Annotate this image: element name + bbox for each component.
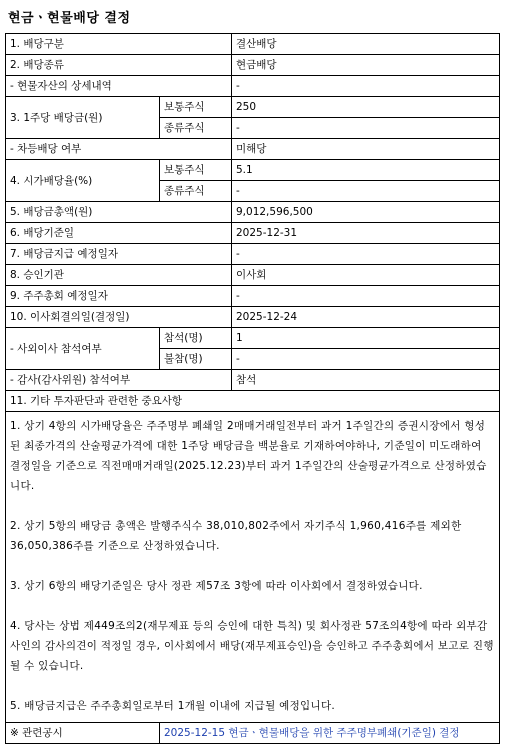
row-value: - (232, 118, 500, 139)
row-value: - (232, 349, 500, 370)
row-label: - 현물자산의 상세내역 (6, 76, 232, 97)
page-title: 현금ㆍ현물배당 결정 (8, 11, 131, 26)
note-paragraph: 5. 배당금지급은 주주총회일로부터 1개월 이내에 지급될 예정입니다. (10, 700, 336, 712)
related-label: ※ 관련공시 (6, 723, 160, 744)
table-row (6, 723, 500, 744)
row-label: 1. 배당구분 (6, 34, 232, 55)
row-value: - (232, 244, 500, 265)
row-label: 5. 배당금총액(원) (6, 202, 232, 223)
note-paragraph: 3. 상기 6항의 배당기준일은 당사 정관 제57조 3항에 따라 이사회에서 결정하였습니다. (10, 580, 423, 592)
row-label: - 감사(감사위원) 참석여부 (6, 370, 232, 391)
row-label: 8. 승인기관 (6, 265, 232, 286)
sub-label: 종류주식 (160, 181, 232, 202)
table-row (6, 244, 500, 265)
row-label: 9. 주주총회 예정일자 (6, 286, 232, 307)
row-value: - (232, 76, 500, 97)
section-header: 11. 기타 투자판단과 관련한 중요사항 (6, 391, 500, 412)
note-paragraph: 1. 상기 4항의 시가배당율은 주주명부 폐쇄일 2매매거래일전부터 과거 1주일간의 증권시장에서 형성된 최종가격의 산술평균가격에 대한 1주당 배당금을 백분율로 기재하여야하나, 기준일이 미도래하여 결정일을 기준으로 직전매매거래일(2025.12.23)부터 과거 1주일간의 산술평균가격으로 산정하였습니다. (10, 420, 487, 492)
row-value: 2025-12-24 (232, 307, 500, 328)
row-value: - (232, 181, 500, 202)
table-row (6, 97, 500, 118)
table-row (6, 265, 500, 286)
table-row (6, 412, 500, 723)
table-row (6, 370, 500, 391)
notes-cell (6, 412, 500, 723)
row-label: - 차등배당 여부 (6, 139, 232, 160)
sub-label: 불참(명) (160, 349, 232, 370)
table-row (6, 391, 500, 412)
table-row (6, 139, 500, 160)
table-row (6, 223, 500, 244)
row-label: - 사외이사 참석여부 (6, 328, 160, 370)
row-value: 2025-12-31 (232, 223, 500, 244)
row-value: 1 (232, 328, 500, 349)
row-value: 결산배당 (232, 34, 500, 55)
row-value: 이사회 (232, 265, 500, 286)
row-label: 3. 1주당 배당금(원) (6, 97, 160, 139)
row-label: 4. 시가배당율(%) (6, 160, 160, 202)
row-label: 10. 이사회결의일(결정일) (6, 307, 232, 328)
row-value: 참석 (232, 370, 500, 391)
table-row (6, 328, 500, 349)
row-label: 2. 배당종류 (6, 55, 232, 76)
row-label: 6. 배당기준일 (6, 223, 232, 244)
sub-label: 종류주식 (160, 118, 232, 139)
row-value: 5.1 (232, 160, 500, 181)
related-disclosure-link[interactable]: 2025-12-15 현금ㆍ현물배당을 위한 주주명부폐쇄(기준일) 결정 (160, 723, 500, 744)
note-paragraph: 2. 상기 5항의 배당금 총액은 발행주식수 38,010,802주에서 자기주식 1,960,416주를 제외한 36,050,386주를 기준으로 산정하였습니다. (10, 520, 462, 552)
note-paragraph: 4. 당사는 상법 제449조의2(재무제표 등의 승인에 대한 특칙) 및 회사정관 57조의4항에 따라 외부감사인의 감사의견이 적정일 경우, 이사회에서 배당(재무제표승인)을 승인하고 주주총회에서 보고로 진행될 수 있습니다. (10, 620, 494, 672)
row-value: 9,012,596,500 (232, 202, 500, 223)
table-row (6, 34, 500, 55)
row-value: 현금배당 (232, 55, 500, 76)
sub-label: 참석(명) (160, 328, 232, 349)
table-row (6, 307, 500, 328)
row-label: 7. 배당금지급 예정일자 (6, 244, 232, 265)
sub-label: 보통주식 (160, 97, 232, 118)
table-row (6, 286, 500, 307)
sub-label: 보통주식 (160, 160, 232, 181)
table-row (6, 160, 500, 181)
row-value: 250 (232, 97, 500, 118)
table-row (6, 76, 500, 97)
table-row (6, 202, 500, 223)
table-row (6, 55, 500, 76)
disclosure-table (5, 33, 500, 744)
row-value: 미해당 (232, 139, 500, 160)
row-value: - (232, 286, 500, 307)
